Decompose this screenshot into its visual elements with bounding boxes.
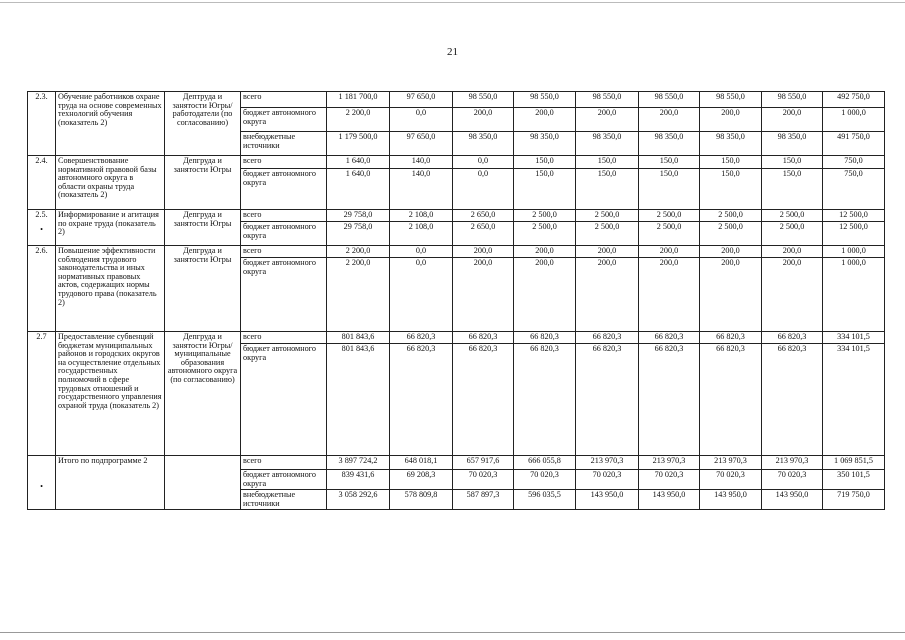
amount-cell: 66 820,3 xyxy=(762,344,823,456)
table-row xyxy=(28,246,885,258)
amount-cell: 66 820,3 xyxy=(453,344,514,456)
amount-cell: 70 020,3 xyxy=(576,470,639,490)
responsible-executor: Дептруда и занятости Югры/работодатели (по согласованию) xyxy=(165,92,241,156)
amount-cell: 150,0 xyxy=(576,156,639,169)
amount-cell: 98 550,0 xyxy=(576,92,639,108)
amount-cell: 98 350,0 xyxy=(639,132,700,156)
funding-source: внебюджетные источники xyxy=(241,490,327,510)
table-body xyxy=(28,92,885,510)
row-number: 2.5. • xyxy=(28,210,56,246)
amount-cell: 750,0 xyxy=(823,156,885,169)
scan-bottom-edge xyxy=(0,632,905,633)
amount-cell: 150,0 xyxy=(700,169,762,210)
amount-cell: 200,0 xyxy=(514,108,576,132)
page-number: 21 xyxy=(447,46,458,58)
amount-cell: 0,0 xyxy=(453,156,514,169)
amount-cell: 98 550,0 xyxy=(453,92,514,108)
row-number: 2.3. xyxy=(28,92,56,156)
amount-cell: 200,0 xyxy=(453,246,514,258)
funding-source: бюджет автономного округа xyxy=(241,108,327,132)
amount-cell: 801 843,6 xyxy=(327,344,390,456)
amount-cell: 657 917,6 xyxy=(453,456,514,470)
amount-cell: 200,0 xyxy=(700,258,762,332)
amount-cell: 491 750,0 xyxy=(823,132,885,156)
amount-cell: 66 820,3 xyxy=(453,332,514,344)
table-row xyxy=(28,332,885,344)
amount-cell: 2 108,0 xyxy=(390,210,453,222)
amount-cell: 2 500,0 xyxy=(762,210,823,222)
amount-cell: 1 640,0 xyxy=(327,156,390,169)
funding-source: бюджет автономного округа xyxy=(241,344,327,456)
table-row xyxy=(28,210,885,222)
amount-cell: 200,0 xyxy=(453,258,514,332)
funding-source: бюджет автономного округа xyxy=(241,169,327,210)
amount-cell: 0,0 xyxy=(390,108,453,132)
amount-cell: 2 500,0 xyxy=(639,222,700,246)
activity-name: Предоставление субвенций бюджетам муниципальных районов и городских округов на осуществление отдельных государственных полномочий в сфере трудовых отношений и государственного управления охраной труда (показатель 2) xyxy=(56,332,165,456)
amount-cell: 98 350,0 xyxy=(700,132,762,156)
funding-source: всего xyxy=(241,332,327,344)
amount-cell: 2 500,0 xyxy=(700,210,762,222)
amount-cell: 29 758,0 xyxy=(327,210,390,222)
amount-cell: 3 897 724,2 xyxy=(327,456,390,470)
amount-cell: 66 820,3 xyxy=(390,332,453,344)
amount-cell: 1 000,0 xyxy=(823,258,885,332)
amount-cell: 0,0 xyxy=(390,246,453,258)
margin-mark: • xyxy=(40,482,43,491)
margin-mark: • xyxy=(40,224,43,234)
amount-cell: 200,0 xyxy=(762,108,823,132)
amount-cell: 200,0 xyxy=(576,246,639,258)
amount-cell: 1 000,0 xyxy=(823,108,885,132)
amount-cell: 98 350,0 xyxy=(762,132,823,156)
amount-cell: 587 897,3 xyxy=(453,490,514,510)
amount-cell: 66 820,3 xyxy=(700,332,762,344)
amount-cell: 648 018,1 xyxy=(390,456,453,470)
amount-cell: 492 750,0 xyxy=(823,92,885,108)
amount-cell: 2 500,0 xyxy=(514,210,576,222)
amount-cell: 70 020,3 xyxy=(700,470,762,490)
amount-cell: 98 350,0 xyxy=(514,132,576,156)
amount-cell: 2 108,0 xyxy=(390,222,453,246)
amount-cell: 70 020,3 xyxy=(453,470,514,490)
amount-cell: 200,0 xyxy=(639,258,700,332)
amount-cell: 150,0 xyxy=(762,169,823,210)
funding-source: всего xyxy=(241,456,327,470)
amount-cell: 150,0 xyxy=(639,169,700,210)
row-number: 2.4. xyxy=(28,156,56,210)
amount-cell: 334 101,5 xyxy=(823,344,885,456)
amount-cell: 200,0 xyxy=(576,108,639,132)
amount-cell: 150,0 xyxy=(639,156,700,169)
row-number: 2.6. xyxy=(28,246,56,332)
table-row xyxy=(28,92,885,108)
funding-source: всего xyxy=(241,246,327,258)
amount-cell: 70 020,3 xyxy=(639,470,700,490)
amount-cell: 143 950,0 xyxy=(639,490,700,510)
amount-cell: 2 500,0 xyxy=(700,222,762,246)
responsible-executor: Депгруда и занятости Югры/муниципальные образования автономного округа (по согласованию) xyxy=(165,332,241,456)
amount-cell: 140,0 xyxy=(390,156,453,169)
amount-cell: 143 950,0 xyxy=(762,490,823,510)
amount-cell: 750,0 xyxy=(823,169,885,210)
amount-cell: 213 970,3 xyxy=(639,456,700,470)
amount-cell: 150,0 xyxy=(762,156,823,169)
scan-top-edge xyxy=(0,2,905,3)
amount-cell: 2 200,0 xyxy=(327,246,390,258)
amount-cell: 200,0 xyxy=(453,108,514,132)
amount-cell: 2 650,0 xyxy=(453,210,514,222)
amount-cell: 140,0 xyxy=(390,169,453,210)
amount-cell: 2 500,0 xyxy=(639,210,700,222)
amount-cell: 150,0 xyxy=(514,156,576,169)
amount-cell: 200,0 xyxy=(700,246,762,258)
amount-cell: 2 200,0 xyxy=(327,258,390,332)
amount-cell: 1 640,0 xyxy=(327,169,390,210)
amount-cell: 200,0 xyxy=(514,258,576,332)
amount-cell: 66 820,3 xyxy=(700,344,762,456)
amount-cell: 98 550,0 xyxy=(762,92,823,108)
amount-cell: 2 500,0 xyxy=(576,222,639,246)
amount-cell: 12 500,0 xyxy=(823,222,885,246)
amount-cell: 0,0 xyxy=(453,169,514,210)
table-row xyxy=(28,156,885,169)
amount-cell: 98 550,0 xyxy=(514,92,576,108)
budget-table xyxy=(27,91,885,510)
amount-cell: 69 208,3 xyxy=(390,470,453,490)
amount-cell: 2 500,0 xyxy=(576,210,639,222)
responsible-executor: Депгруда и занятости Югры xyxy=(165,156,241,210)
amount-cell: 150,0 xyxy=(700,156,762,169)
amount-cell: 29 758,0 xyxy=(327,222,390,246)
amount-cell: 1 179 500,0 xyxy=(327,132,390,156)
amount-cell: 213 970,3 xyxy=(762,456,823,470)
activity-name: Совершенствование нормативной правовой базы автономного округа в области охраны труда (показатель 2) xyxy=(56,156,165,210)
amount-cell: 578 809,8 xyxy=(390,490,453,510)
amount-cell: 150,0 xyxy=(576,169,639,210)
responsible-executor: Депгруда и занятости Югры xyxy=(165,246,241,332)
amount-cell: 200,0 xyxy=(639,108,700,132)
row-number: 2.7 xyxy=(28,332,56,456)
funding-source: всего xyxy=(241,210,327,222)
funding-source: внебюджетные источники xyxy=(241,132,327,156)
amount-cell: 12 500,0 xyxy=(823,210,885,222)
amount-cell: 213 970,3 xyxy=(576,456,639,470)
amount-cell: 1 000,0 xyxy=(823,246,885,258)
activity-name: Повышение эффективности соблюдения трудового законодательства и иных нормативных правовых актов, содержащих нормы трудового права (показатель 2) xyxy=(56,246,165,332)
funding-source: бюджет автономного округа xyxy=(241,258,327,332)
amount-cell: 596 035,5 xyxy=(514,490,576,510)
amount-cell: 213 970,3 xyxy=(700,456,762,470)
amount-cell: 97 650,0 xyxy=(390,132,453,156)
amount-cell: 66 820,3 xyxy=(762,332,823,344)
amount-cell: 839 431,6 xyxy=(327,470,390,490)
amount-cell: 2 650,0 xyxy=(453,222,514,246)
amount-cell: 70 020,3 xyxy=(514,470,576,490)
funding-source: всего xyxy=(241,156,327,169)
responsible-executor xyxy=(165,456,241,510)
amount-cell: 200,0 xyxy=(762,258,823,332)
amount-cell: 3 058 292,6 xyxy=(327,490,390,510)
amount-cell: 143 950,0 xyxy=(700,490,762,510)
amount-cell: 98 550,0 xyxy=(639,92,700,108)
amount-cell: 66 820,3 xyxy=(639,344,700,456)
amount-cell: 350 101,5 xyxy=(823,470,885,490)
amount-cell: 2 500,0 xyxy=(514,222,576,246)
amount-cell: 200,0 xyxy=(576,258,639,332)
amount-cell: 666 055,8 xyxy=(514,456,576,470)
amount-cell: 2 500,0 xyxy=(762,222,823,246)
activity-name: Итого по подпрограмме 2 xyxy=(56,456,165,510)
amount-cell: 200,0 xyxy=(762,246,823,258)
amount-cell: 66 820,3 xyxy=(390,344,453,456)
amount-cell: 70 020,3 xyxy=(762,470,823,490)
responsible-executor: Депгруда и занятости Югры xyxy=(165,210,241,246)
amount-cell: 66 820,3 xyxy=(514,332,576,344)
amount-cell: 143 950,0 xyxy=(576,490,639,510)
amount-cell: 66 820,3 xyxy=(639,332,700,344)
amount-cell: 801 843,6 xyxy=(327,332,390,344)
amount-cell: 719 750,0 xyxy=(823,490,885,510)
funding-source: бюджет автономного округа xyxy=(241,222,327,246)
amount-cell: 1 181 700,0 xyxy=(327,92,390,108)
amount-cell: 66 820,3 xyxy=(514,344,576,456)
row-number xyxy=(28,456,56,510)
activity-name: Информирование и агитация по охране труда (показатель 2) xyxy=(56,210,165,246)
amount-cell: 97 650,0 xyxy=(390,92,453,108)
amount-cell: 200,0 xyxy=(639,246,700,258)
amount-cell: 150,0 xyxy=(514,169,576,210)
activity-name: Обучение работников охране труда на основе современных технологий обучения (показатель 2) xyxy=(56,92,165,156)
amount-cell: 1 069 851,5 xyxy=(823,456,885,470)
table-row xyxy=(28,456,885,470)
amount-cell: 98 550,0 xyxy=(700,92,762,108)
amount-cell: 200,0 xyxy=(700,108,762,132)
amount-cell: 98 350,0 xyxy=(453,132,514,156)
amount-cell: 0,0 xyxy=(390,258,453,332)
amount-cell: 98 350,0 xyxy=(576,132,639,156)
amount-cell: 66 820,3 xyxy=(576,344,639,456)
amount-cell: 2 200,0 xyxy=(327,108,390,132)
amount-cell: 200,0 xyxy=(514,246,576,258)
funding-source: бюджет автономного округа xyxy=(241,470,327,490)
amount-cell: 334 101,5 xyxy=(823,332,885,344)
amount-cell: 66 820,3 xyxy=(576,332,639,344)
funding-source: всего xyxy=(241,92,327,108)
